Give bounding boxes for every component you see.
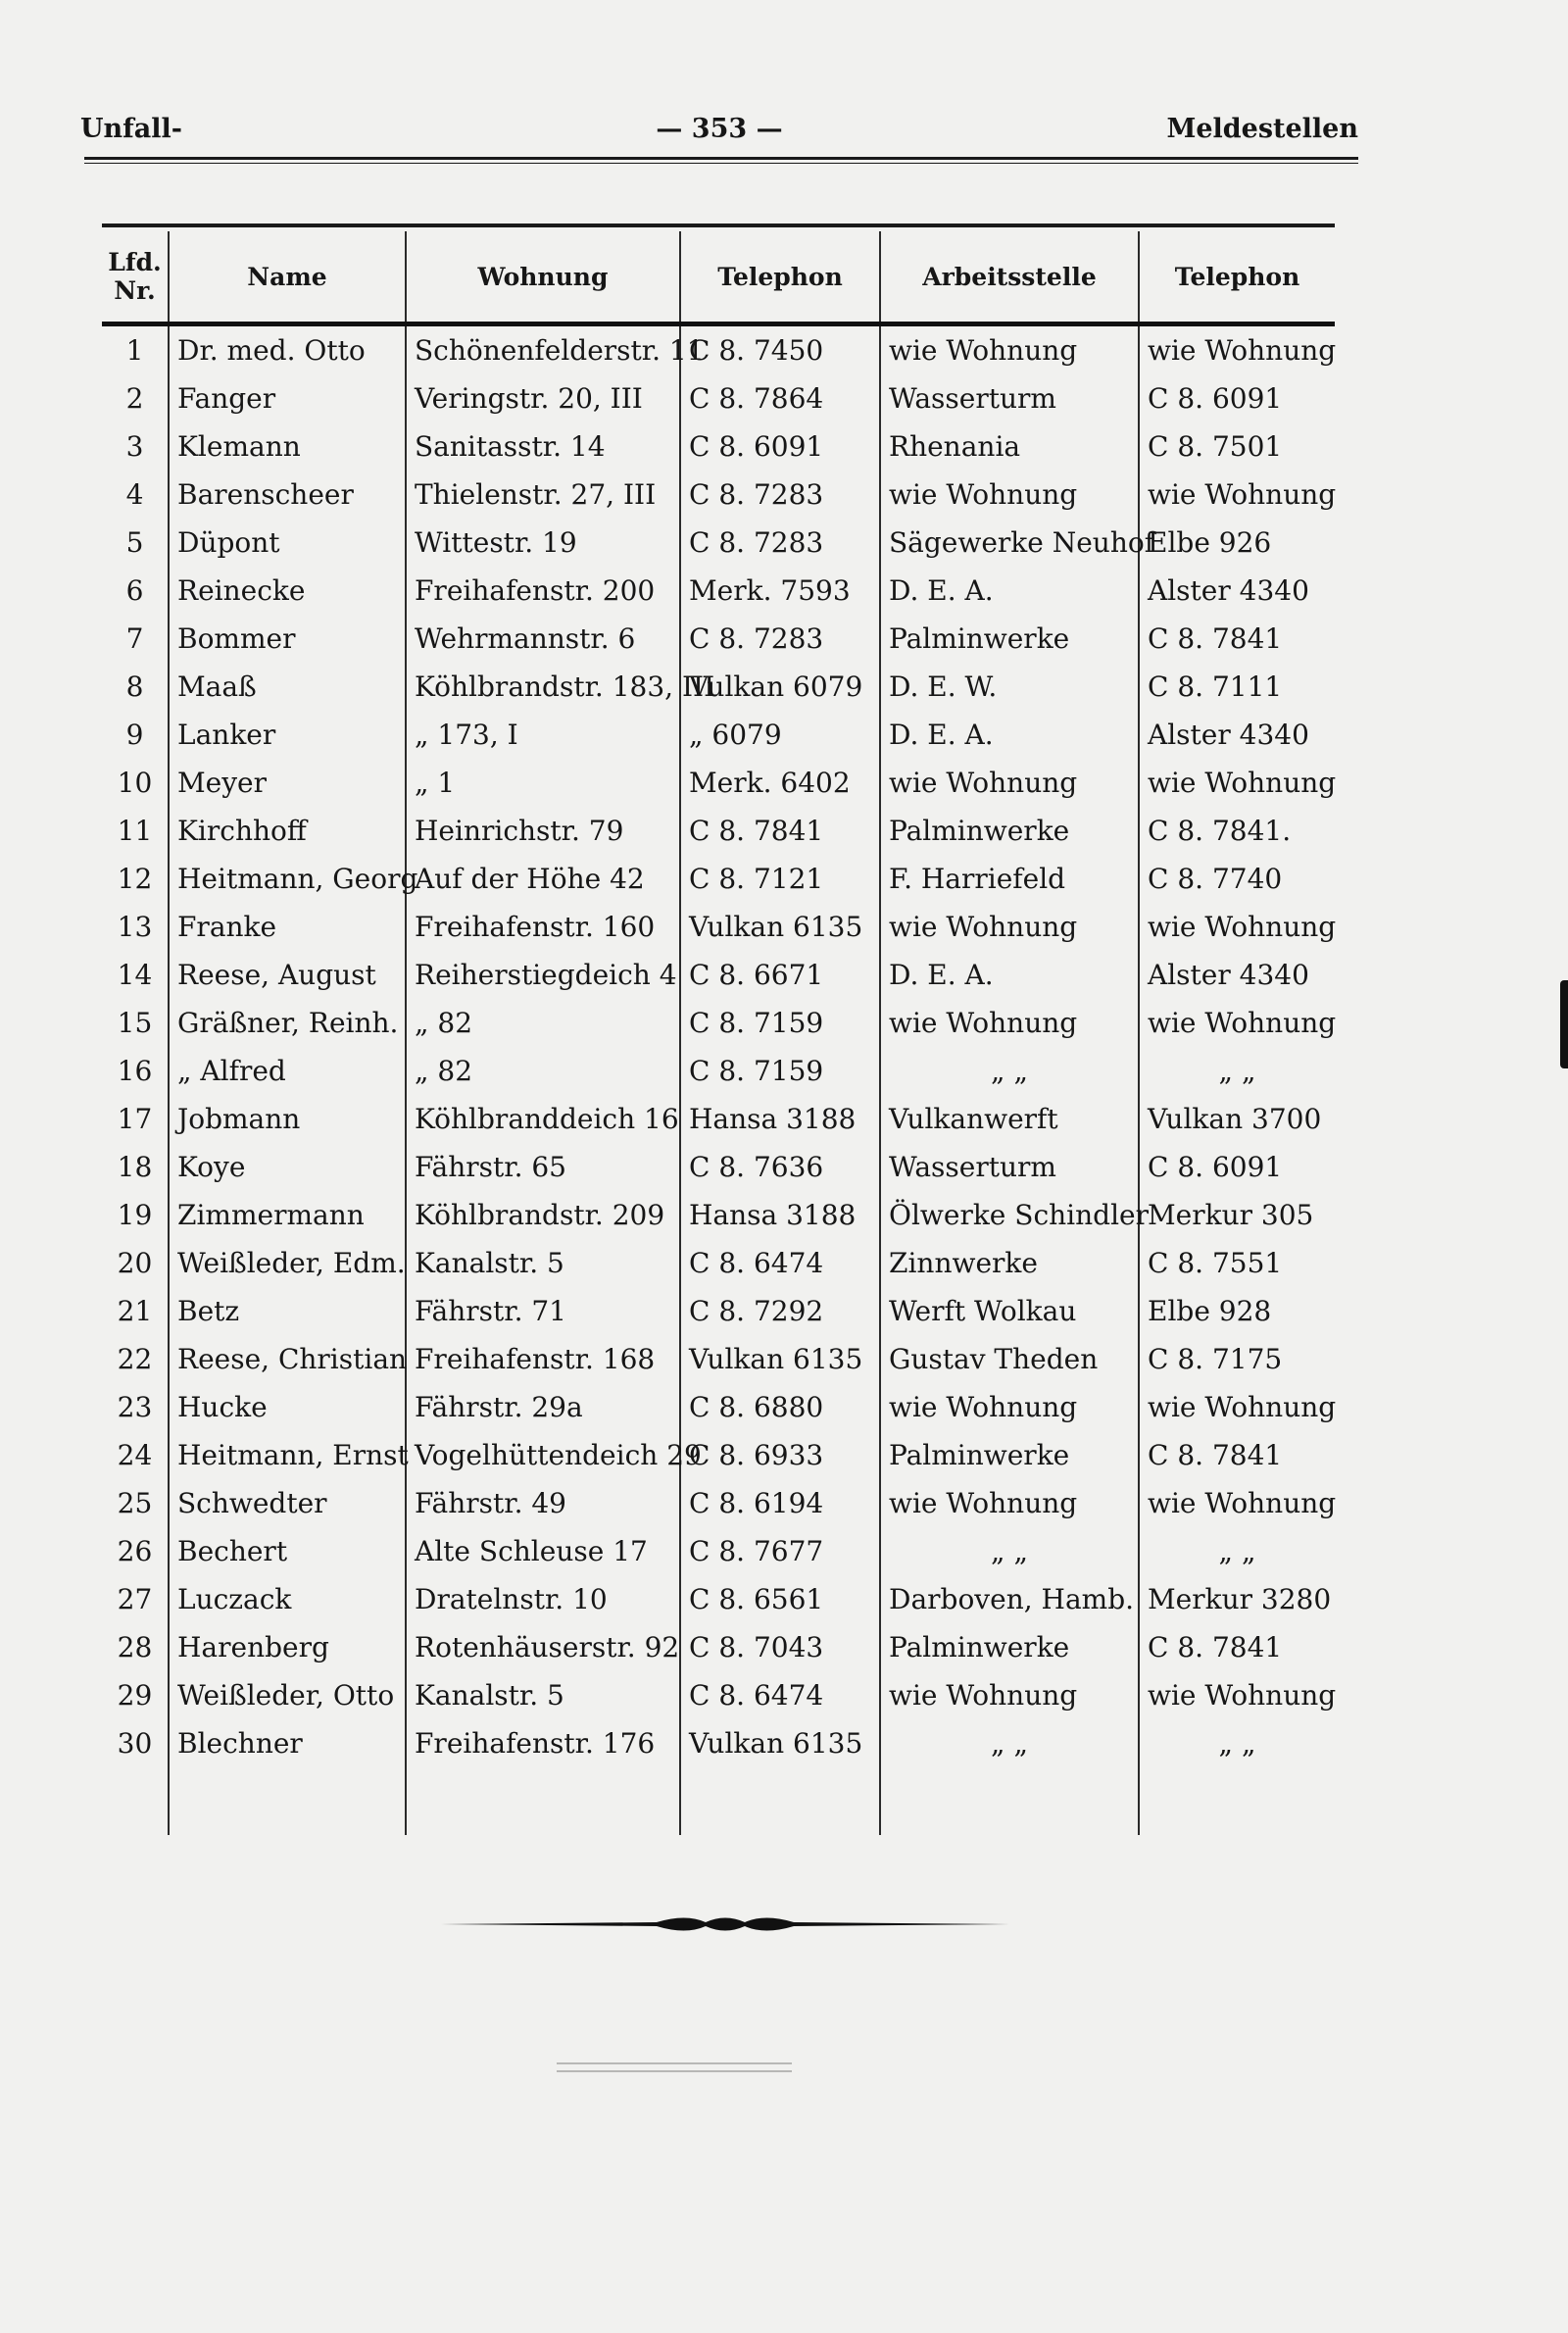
cell-name: Heitmann, Ernst xyxy=(169,1431,406,1479)
cell-work-telephone: C 8. 7740 xyxy=(1139,855,1335,903)
page-edge-mark xyxy=(1560,980,1568,1068)
cell-residence: Fährstr. 29a xyxy=(406,1383,680,1431)
page-number: — 353 — xyxy=(656,114,783,144)
cell-work-telephone: wie Wohnung xyxy=(1139,324,1335,375)
cell-telephone: Vulkan 6135 xyxy=(680,1335,880,1383)
cell-row-number: 6 xyxy=(125,574,144,607)
cell-workplace: Palminwerke xyxy=(880,1623,1139,1671)
cell-residence: „ 82 xyxy=(406,999,680,1047)
cell-telephone: C 8. 6091 xyxy=(680,422,880,471)
cell-workplace: Gustav Theden xyxy=(880,1335,1139,1383)
cell-name: Reese, Christian xyxy=(169,1335,406,1383)
table-row xyxy=(102,615,1335,663)
cell-workplace: wie Wohnung xyxy=(880,1479,1139,1527)
table-row xyxy=(102,1143,1335,1191)
cell-residence: Reiherstiegdeich 4 xyxy=(406,951,680,999)
cell-row-number: 22 xyxy=(117,1343,153,1375)
cell-name: Schwedter xyxy=(169,1479,406,1527)
cell-name: Betz xyxy=(169,1287,406,1335)
cell-work-telephone: Merkur 305 xyxy=(1139,1191,1335,1239)
table-row xyxy=(102,855,1335,903)
cell-work-telephone: „ „ xyxy=(1139,1527,1335,1575)
cell-row-number: 1 xyxy=(125,334,144,367)
column-header-work-telephone: Telephon xyxy=(1139,231,1335,324)
cell-name: Lanker xyxy=(169,711,406,759)
cell-work-telephone: wie Wohnung xyxy=(1139,471,1335,519)
cell-row-number: 3 xyxy=(125,430,144,463)
cell-row-number: 28 xyxy=(117,1631,153,1663)
cell-name: Maaß xyxy=(169,663,406,711)
cell-work-telephone: Alster 4340 xyxy=(1139,711,1335,759)
cell-row-number: 17 xyxy=(117,1103,153,1135)
cell-name: Hucke xyxy=(169,1383,406,1431)
cell-work-telephone: wie Wohnung xyxy=(1139,903,1335,951)
cell-row-number: 4 xyxy=(125,478,144,511)
cell-name: Heitmann, Georg xyxy=(169,855,406,903)
cell-row-number: 19 xyxy=(117,1199,153,1231)
cell-row-number: 26 xyxy=(117,1535,153,1567)
cell-workplace: wie Wohnung xyxy=(880,1671,1139,1719)
table-row xyxy=(102,1287,1335,1335)
cell-residence: Freihafenstr. 168 xyxy=(406,1335,680,1383)
cell-row-number: 15 xyxy=(117,1007,153,1039)
cell-telephone: Hansa 3188 xyxy=(680,1095,880,1143)
cell-name: Bechert xyxy=(169,1527,406,1575)
cell-workplace: „ „ xyxy=(880,1719,1139,1835)
cell-name: Meyer xyxy=(169,759,406,807)
cell-telephone: C 8. 6561 xyxy=(680,1575,880,1623)
cell-work-telephone: wie Wohnung xyxy=(1139,1671,1335,1719)
cell-residence: Dratelnstr. 10 xyxy=(406,1575,680,1623)
cell-workplace: Darboven, Hamb. xyxy=(880,1575,1139,1623)
cell-residence: Veringstr. 20, III xyxy=(406,374,680,422)
cell-workplace: D. E. A. xyxy=(880,951,1139,999)
cell-work-telephone: C 8. 7111 xyxy=(1139,663,1335,711)
cell-telephone: Vulkan 6079 xyxy=(680,663,880,711)
cell-work-telephone: C 8. 7501 xyxy=(1139,422,1335,471)
cell-residence: Freihafenstr. 200 xyxy=(406,567,680,615)
cell-row-number: 20 xyxy=(117,1247,153,1279)
cell-workplace: Palminwerke xyxy=(880,807,1139,855)
cell-telephone: C 8. 7283 xyxy=(680,615,880,663)
cell-row-number: 7 xyxy=(125,622,144,655)
cell-workplace: Palminwerke xyxy=(880,1431,1139,1479)
cell-residence: „ 173, I xyxy=(406,711,680,759)
cell-telephone: C 8. 7159 xyxy=(680,1047,880,1095)
column-header-name: Name xyxy=(169,231,406,324)
cell-work-telephone: Elbe 928 xyxy=(1139,1287,1335,1335)
cell-work-telephone: C 8. 7551 xyxy=(1139,1239,1335,1287)
cell-workplace: D. E. A. xyxy=(880,711,1139,759)
cell-residence: Wehrmannstr. 6 xyxy=(406,615,680,663)
cell-residence: Schönenfelderstr. 11 xyxy=(406,324,680,375)
cell-workplace: wie Wohnung xyxy=(880,1383,1139,1431)
cell-residence: Heinrichstr. 79 xyxy=(406,807,680,855)
cell-name: Gräßner, Reinh. xyxy=(169,999,406,1047)
cell-workplace: wie Wohnung xyxy=(880,999,1139,1047)
cell-workplace: Sägewerke Neuhof xyxy=(880,519,1139,567)
cell-row-number: 14 xyxy=(117,959,153,991)
table-row xyxy=(102,1479,1335,1527)
table-row xyxy=(102,471,1335,519)
cell-workplace: wie Wohnung xyxy=(880,471,1139,519)
cell-work-telephone: wie Wohnung xyxy=(1139,1383,1335,1431)
table-row xyxy=(102,1431,1335,1479)
running-head-left: Unfall- xyxy=(80,114,183,144)
cell-telephone: Vulkan 6135 xyxy=(680,903,880,951)
cell-telephone: C 8. 6474 xyxy=(680,1671,880,1719)
table-row xyxy=(102,324,1335,375)
cell-name: Düpont xyxy=(169,519,406,567)
cell-work-telephone: wie Wohnung xyxy=(1139,999,1335,1047)
cell-workplace: Rhenania xyxy=(880,422,1139,471)
table-row xyxy=(102,903,1335,951)
cell-telephone: „ 6079 xyxy=(680,711,880,759)
cell-workplace: wie Wohnung xyxy=(880,324,1139,375)
cell-row-number: 23 xyxy=(117,1391,153,1423)
cell-telephone: Merk. 7593 xyxy=(680,567,880,615)
cell-work-telephone: C 8. 6091 xyxy=(1139,374,1335,422)
cell-workplace: „ „ xyxy=(880,1047,1139,1095)
cell-workplace: wie Wohnung xyxy=(880,759,1139,807)
cell-name: Barenscheer xyxy=(169,471,406,519)
cell-telephone: C 8. 7636 xyxy=(680,1143,880,1191)
cell-residence: Kanalstr. 5 xyxy=(406,1671,680,1719)
table-row xyxy=(102,374,1335,422)
cell-work-telephone: C 8. 7841 xyxy=(1139,1623,1335,1671)
cell-residence: Freihafenstr. 160 xyxy=(406,903,680,951)
cell-residence: „ 1 xyxy=(406,759,680,807)
table-row xyxy=(102,1719,1335,1835)
cell-name: Bommer xyxy=(169,615,406,663)
cell-residence: Köhlbranddeich 16 xyxy=(406,1095,680,1143)
cell-work-telephone: wie Wohnung xyxy=(1139,759,1335,807)
cell-telephone: Merk. 6402 xyxy=(680,759,880,807)
table-row xyxy=(102,567,1335,615)
running-head xyxy=(80,114,1358,153)
table-row xyxy=(102,759,1335,807)
cell-telephone: Hansa 3188 xyxy=(680,1191,880,1239)
table-row xyxy=(102,422,1335,471)
table-row xyxy=(102,951,1335,999)
faint-rule-upper xyxy=(557,2062,792,2064)
cell-telephone: C 8. 6933 xyxy=(680,1431,880,1479)
cell-telephone: C 8. 7677 xyxy=(680,1527,880,1575)
column-header-workplace: Arbeitsstelle xyxy=(880,231,1139,324)
cell-residence: Auf der Höhe 42 xyxy=(406,855,680,903)
cell-residence: Sanitasstr. 14 xyxy=(406,422,680,471)
cell-residence: Rotenhäuserstr. 92 xyxy=(406,1623,680,1671)
cell-row-number: 13 xyxy=(117,911,153,943)
cell-residence: Vogelhüttendeich 29 xyxy=(406,1431,680,1479)
cell-telephone: C 8. 7841 xyxy=(680,807,880,855)
table-row xyxy=(102,1047,1335,1095)
cell-telephone: C 8. 7121 xyxy=(680,855,880,903)
cell-work-telephone: C 8. 7175 xyxy=(1139,1335,1335,1383)
table-top-rule xyxy=(102,223,1335,227)
cell-work-telephone: Vulkan 3700 xyxy=(1139,1095,1335,1143)
cell-work-telephone: Merkur 3280 xyxy=(1139,1575,1335,1623)
cell-workplace: wie Wohnung xyxy=(880,903,1139,951)
table-row xyxy=(102,999,1335,1047)
table-body xyxy=(102,324,1335,1836)
cell-name: Fanger xyxy=(169,374,406,422)
cell-residence: Köhlbrandstr. 209 xyxy=(406,1191,680,1239)
cell-row-number: 8 xyxy=(125,670,144,703)
cell-name: Kirchhoff xyxy=(169,807,406,855)
cell-name: Weißleder, Otto xyxy=(169,1671,406,1719)
table-row xyxy=(102,663,1335,711)
cell-row-number: 30 xyxy=(117,1727,153,1760)
table-row xyxy=(102,1335,1335,1383)
cell-work-telephone: wie Wohnung xyxy=(1139,1479,1335,1527)
cell-work-telephone: C 8. 7841. xyxy=(1139,807,1335,855)
cell-residence: Wittestr. 19 xyxy=(406,519,680,567)
cell-name: Luczack xyxy=(169,1575,406,1623)
cell-residence: Fährstr. 65 xyxy=(406,1143,680,1191)
cell-name: Zimmermann xyxy=(169,1191,406,1239)
faint-rule-lower xyxy=(557,2070,792,2072)
cell-telephone: C 8. 7159 xyxy=(680,999,880,1047)
cell-row-number: 16 xyxy=(117,1055,153,1087)
cell-workplace: Vulkanwerft xyxy=(880,1095,1139,1143)
cell-residence: Thielenstr. 27, III xyxy=(406,471,680,519)
cell-row-number: 2 xyxy=(125,382,144,415)
cell-telephone: Vulkan 6135 xyxy=(680,1719,880,1835)
table-row xyxy=(102,1383,1335,1431)
cell-telephone: C 8. 6194 xyxy=(680,1479,880,1527)
table-row xyxy=(102,1191,1335,1239)
header-rule-thin xyxy=(84,163,1358,164)
table-row xyxy=(102,1575,1335,1623)
cell-workplace: Ölwerke Schindler xyxy=(880,1191,1139,1239)
cell-work-telephone: C 8. 6091 xyxy=(1139,1143,1335,1191)
cell-residence: Fährstr. 49 xyxy=(406,1479,680,1527)
cell-workplace: Wasserturm xyxy=(880,374,1139,422)
cell-telephone: C 8. 7864 xyxy=(680,374,880,422)
cell-residence: Freihafenstr. 176 xyxy=(406,1719,680,1835)
cell-work-telephone: Alster 4340 xyxy=(1139,951,1335,999)
cell-row-number: 27 xyxy=(117,1583,153,1615)
cell-telephone: C 8. 7292 xyxy=(680,1287,880,1335)
column-header-residence: Wohnung xyxy=(406,231,680,324)
cell-residence: Alte Schleuse 17 xyxy=(406,1527,680,1575)
cell-telephone: C 8. 6880 xyxy=(680,1383,880,1431)
cell-row-number: 11 xyxy=(117,815,153,847)
cell-workplace: Zinnwerke xyxy=(880,1239,1139,1287)
column-header-number: Lfd. Nr. xyxy=(102,231,169,324)
cell-name: Blechner xyxy=(169,1719,406,1835)
cell-workplace: Wasserturm xyxy=(880,1143,1139,1191)
cell-work-telephone: Alster 4340 xyxy=(1139,567,1335,615)
cell-name: „ Alfred xyxy=(169,1047,406,1095)
table-row xyxy=(102,711,1335,759)
cell-workplace: F. Harriefeld xyxy=(880,855,1139,903)
cell-name: Jobmann xyxy=(169,1095,406,1143)
cell-telephone: C 8. 7043 xyxy=(680,1623,880,1671)
table-row xyxy=(102,1527,1335,1575)
cell-row-number: 24 xyxy=(117,1439,153,1471)
table-row xyxy=(102,1239,1335,1287)
cell-work-telephone: C 8. 7841 xyxy=(1139,1431,1335,1479)
table-row xyxy=(102,1623,1335,1671)
cell-work-telephone: „ „ xyxy=(1139,1719,1335,1835)
table-row xyxy=(102,519,1335,567)
cell-telephone: C 8. 6474 xyxy=(680,1239,880,1287)
cell-row-number: 10 xyxy=(117,767,153,799)
closing-ornament xyxy=(441,1911,1009,1937)
cell-residence: Kanalstr. 5 xyxy=(406,1239,680,1287)
cell-name: Reinecke xyxy=(169,567,406,615)
header-rule-thick xyxy=(84,157,1358,160)
cell-residence: Fährstr. 71 xyxy=(406,1287,680,1335)
cell-workplace: Palminwerke xyxy=(880,615,1139,663)
cell-telephone: C 8. 6671 xyxy=(680,951,880,999)
cell-telephone: C 8. 7283 xyxy=(680,519,880,567)
cell-row-number: 12 xyxy=(117,863,153,895)
cell-workplace: D. E. W. xyxy=(880,663,1139,711)
cell-workplace: D. E. A. xyxy=(880,567,1139,615)
running-head-right: Meldestellen xyxy=(1166,114,1358,144)
cell-name: Franke xyxy=(169,903,406,951)
column-header-telephone: Telephon xyxy=(680,231,880,324)
table-row xyxy=(102,1095,1335,1143)
cell-workplace: Werft Wolkau xyxy=(880,1287,1139,1335)
cell-row-number: 5 xyxy=(125,526,144,559)
table-row xyxy=(102,1671,1335,1719)
cell-work-telephone: C 8. 7841 xyxy=(1139,615,1335,663)
cell-residence: „ 82 xyxy=(406,1047,680,1095)
registry-table xyxy=(102,231,1335,1835)
table-header-row xyxy=(102,231,1335,324)
cell-telephone: C 8. 7450 xyxy=(680,324,880,375)
cell-name: Klemann xyxy=(169,422,406,471)
cell-workplace: „ „ xyxy=(880,1527,1139,1575)
cell-name: Harenberg xyxy=(169,1623,406,1671)
cell-name: Dr. med. Otto xyxy=(169,324,406,375)
cell-row-number: 25 xyxy=(117,1487,153,1519)
cell-residence: Köhlbrandstr. 183, III xyxy=(406,663,680,711)
cell-row-number: 18 xyxy=(117,1151,153,1183)
table-row xyxy=(102,807,1335,855)
cell-row-number: 29 xyxy=(117,1679,153,1712)
cell-row-number: 21 xyxy=(117,1295,153,1327)
cell-name: Reese, August xyxy=(169,951,406,999)
cell-row-number: 9 xyxy=(125,719,144,751)
cell-name: Weißleder, Edm. xyxy=(169,1239,406,1287)
cell-work-telephone: „ „ xyxy=(1139,1047,1335,1095)
cell-work-telephone: Elbe 926 xyxy=(1139,519,1335,567)
cell-telephone: C 8. 7283 xyxy=(680,471,880,519)
cell-name: Koye xyxy=(169,1143,406,1191)
